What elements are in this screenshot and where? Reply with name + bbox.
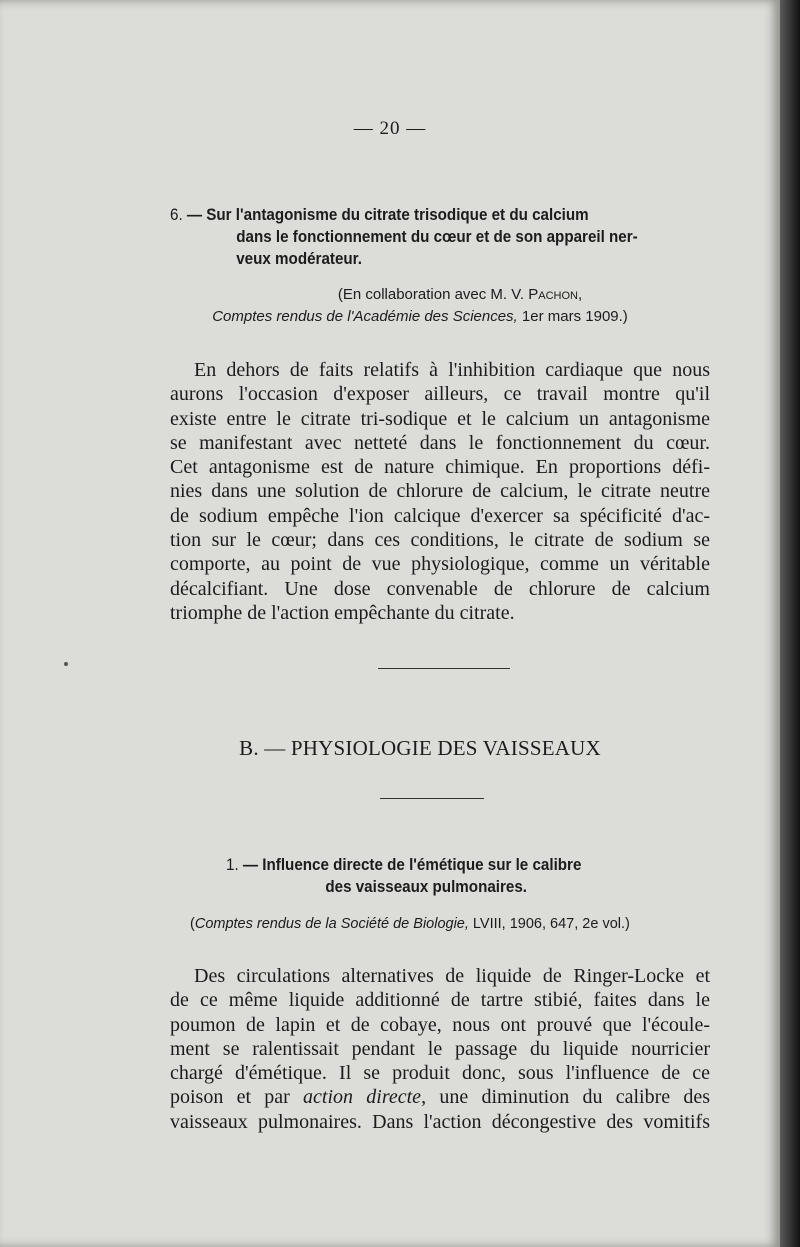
entry-6-source-journal: Comptes rendus de l'Académie des Sciences, [212,308,518,325]
paragraph-2-line: poison et par action directe, une diminution du calibre des [170,1086,711,1109]
entry-1-number: 1. [226,856,239,874]
paragraph-1-line: tion sur le cœur; dans ces conditions, le citrate de sodium se [170,529,710,552]
collab-suffix: , [577,286,583,303]
page-number: — 20 — [353,118,427,139]
ink-speck [64,662,68,666]
entry-6-number: 6. [170,206,183,224]
emphasis-action-directe: action directe [303,1086,422,1109]
collab-prefix: (En collaboration avec M. V. [337,286,529,303]
entry-6-title-line2: dans le fonctionnement du cœur et de son appareil ner- [236,228,638,246]
entry-6-title-line3: veux modérateur. [236,250,362,268]
separator-rule [378,668,510,669]
paragraph-1 [170,358,710,625]
paragraph-2-line: vaisseaux pulmonaires. Dans l'action décongestive des vomitifs [170,1110,710,1133]
paragraph-1-line: Cet antagonisme est de nature chimique. En proportions défi- [170,456,710,479]
collab-name: Pachon [528,286,578,303]
paragraph-2 [170,964,710,1134]
entry-1-title-line1: Influence directe de l'émétique sur le calibre [262,856,582,874]
paragraph-1-line: de sodium empêche l'ion calcique d'exercer sa spécificité d'ac- [170,504,710,527]
paragraph-1-line: existe entre le citrate tri-sodique et le calcium un antagonisme [170,407,710,430]
entry-1-source: (Comptes rendus de la Société de Biologie, LVIII, 1906, 647, 2e vol.) [190,916,630,932]
paragraph-1-line: décalcifiant. Une dose convenable de chlorure de calcium [170,577,710,600]
paragraph-1-line: triomphe de l'action empêchante du citrate. [170,601,515,624]
entry-6-source-date: mars 1909.) [543,308,628,325]
entry-1-source-journal: Comptes rendus de la Société de Biologie, [194,916,469,932]
entry-1-title-line2: des vaisseaux pulmonaires. [325,878,528,896]
entry-1-source-details: LVIII, 1906, 647, 2 [468,916,591,932]
entry-6-title [170,204,685,270]
binding-gutter [780,0,800,1247]
entry-1-source-sup: e [590,916,599,932]
entry-6-title-line1: Sur l'antagonisme du citrate trisodique et du calcium [206,206,589,224]
section-rule [380,798,484,799]
entry-6-dash: — [182,206,207,224]
paragraph-1-line: nies dans une solution de chlorure de calcium, le citrate neutre [170,480,710,503]
paragraph-1-line: aurons l'occasion d'exposer ailleurs, ce travail montre qu'il [170,383,710,406]
paragraph-1-line: se manifestant avec netteté dans le fonctionnement du cœur. [170,431,710,454]
entry-1-title [226,854,686,898]
section-heading: B. — PHYSIOLOGIE DES VAISSEAUX [239,736,601,760]
paragraph-1-line: comporte, au point de vue physiologique, comme un véritable [170,553,710,576]
paragraph-2-line: poumon de lapin et de cobaye, nous ont prouvé que l'écoule- [170,1013,710,1036]
entry-6-source-day: 1er [521,308,544,325]
entry-6-source [30,306,800,328]
entry-1-dash: — [238,856,263,874]
collaboration-note [70,284,800,306]
paragraph-1-line: En dehors de faits relatifs à l'inhibition cardiaque que nous [194,359,710,381]
paragraph-2-line: Des circulations alternatives de liquide de Ringer-Locke et [194,965,710,987]
paragraph-2-line: ment se ralentissait pendant le passage du liquide nourricier [170,1037,710,1060]
paragraph-2-line: chargé d'émétique. Il se produit donc, sous l'influence de ce [170,1062,710,1085]
paragraph-2-line: de ce même liquide additionné de tartre stibié, faites dans le [170,989,710,1012]
